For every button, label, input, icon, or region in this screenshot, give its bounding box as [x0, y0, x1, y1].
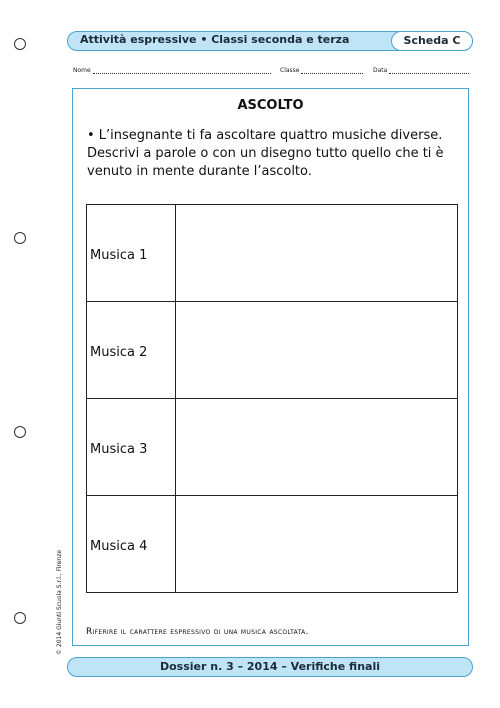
exercise-instruction: • L’insegnante ti fa ascoltare quattro musiche diverse. Descrivi a parole o con un disegno tutto quello che ti è venuto in mente durante l’ascolto.: [87, 128, 444, 179]
date-field: [373, 67, 469, 74]
student-fields: [73, 67, 473, 79]
music-label: Musica 3: [87, 399, 176, 496]
date-field-line[interactable]: [389, 67, 469, 74]
table-row: [87, 302, 458, 399]
table-row: [87, 205, 458, 302]
exercise-panel: [72, 88, 469, 646]
name-field-line[interactable]: [93, 67, 271, 74]
copyright-note: © 2014 Giunti Scuola S.r.l., Firenze: [56, 549, 63, 655]
name-field: [73, 67, 271, 74]
footer-bar: Dossier n. 3 – 2014 – Verifiche finali: [67, 657, 473, 677]
music-label: Musica 4: [87, 496, 176, 593]
footnote: Riferire il carattere espressivo di una musica ascoltata.: [86, 627, 309, 637]
music-label: Musica 2: [87, 302, 176, 399]
music-table: [86, 204, 458, 593]
table-row: [87, 399, 458, 496]
header-title: Attività espressive • Classi seconda e terza: [80, 33, 350, 46]
class-field-label: Classe: [280, 67, 300, 74]
date-field-label: Data: [373, 67, 388, 74]
binder-hole-4: [14, 612, 26, 624]
class-field-line[interactable]: [301, 67, 363, 74]
scheda-label: Scheda C: [391, 31, 473, 51]
answer-cell[interactable]: [176, 496, 458, 593]
binder-hole-3: [14, 426, 26, 438]
name-field-label: Nome: [73, 67, 91, 74]
music-label: Musica 1: [87, 205, 176, 302]
answer-cell[interactable]: [176, 302, 458, 399]
answer-cell[interactable]: [176, 399, 458, 496]
binder-hole-2: [14, 232, 26, 244]
class-field: [280, 67, 363, 74]
binder-hole-1: [14, 38, 26, 50]
exercise-title: ASCOLTO: [237, 98, 304, 113]
table-row: [87, 496, 458, 593]
answer-cell[interactable]: [176, 205, 458, 302]
